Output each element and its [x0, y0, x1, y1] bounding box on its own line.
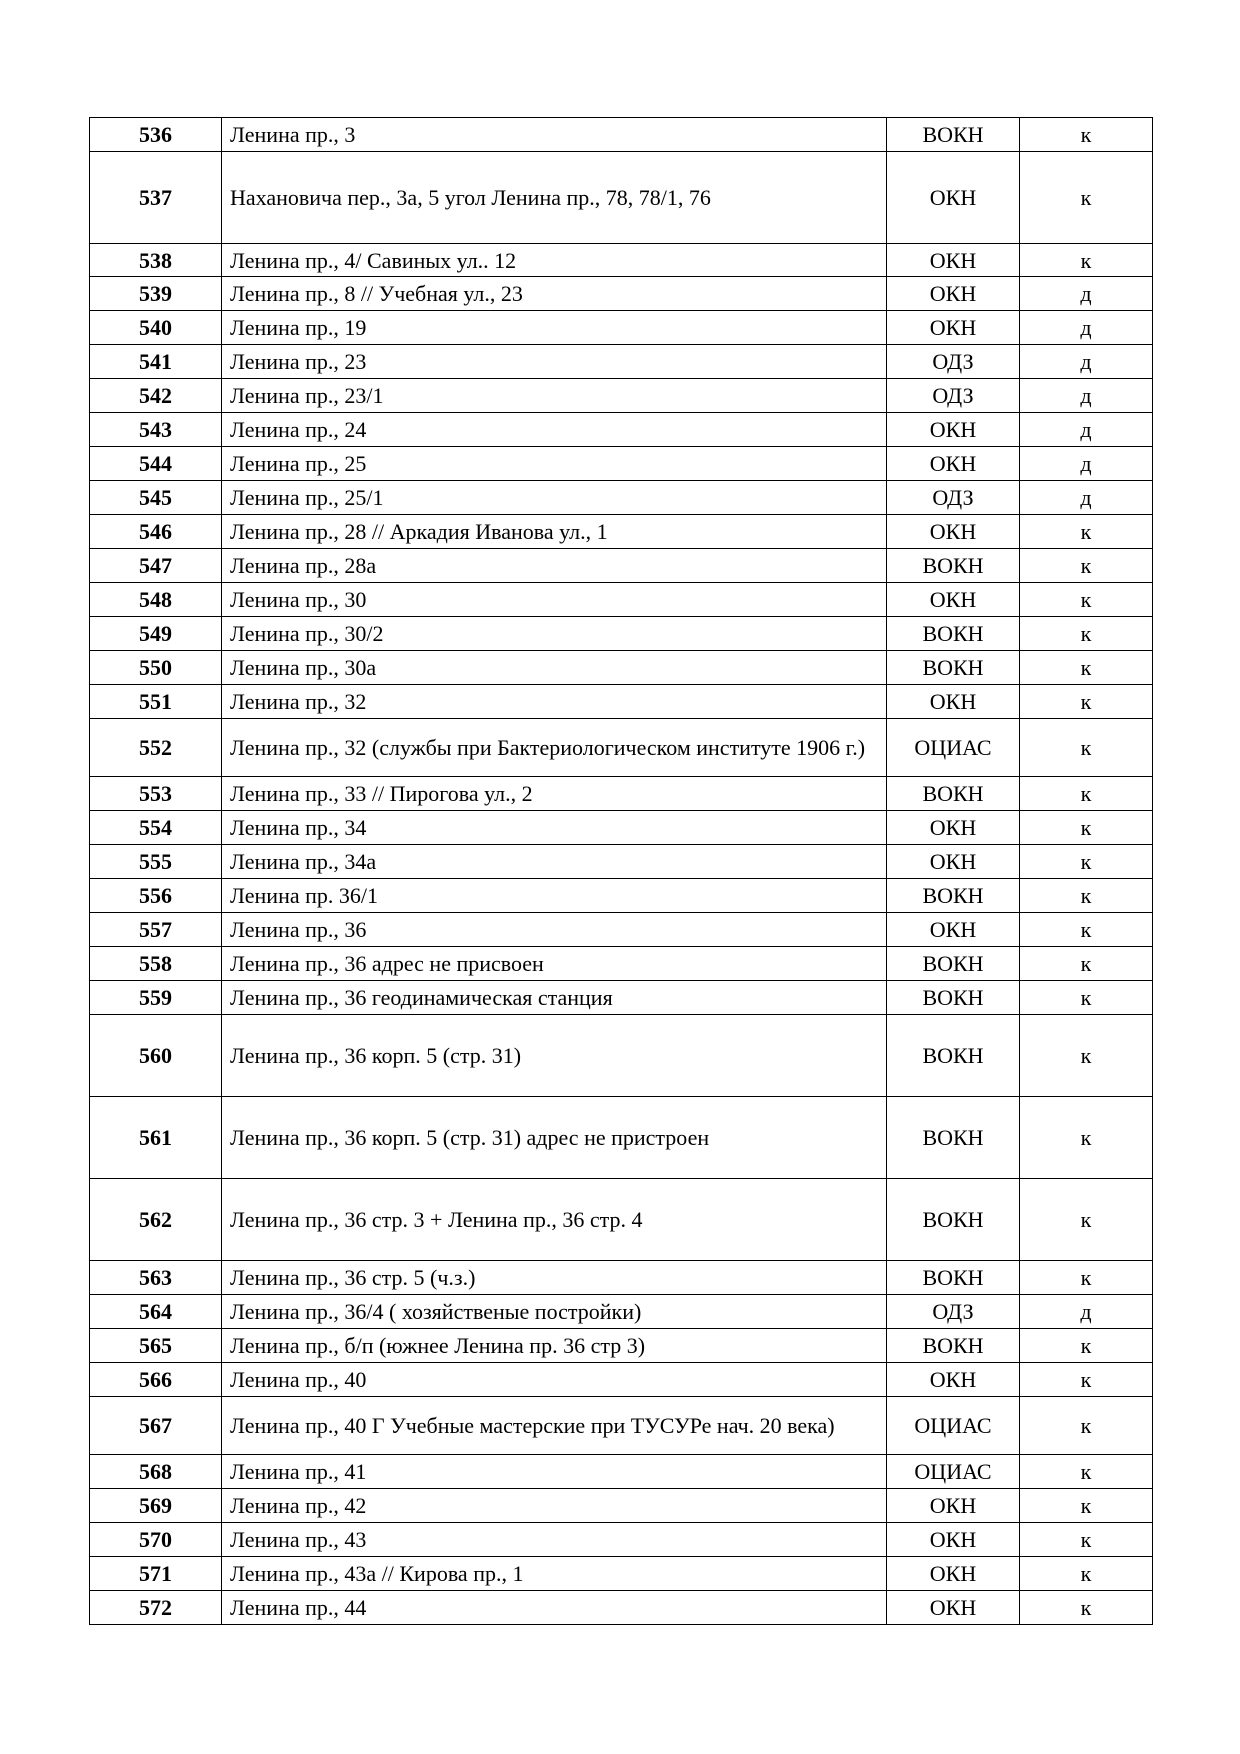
row-number: 550	[90, 651, 222, 685]
row-address: Нахановича пер., 3а, 5 угол Ленина пр., 78, 78/1, 76	[222, 152, 887, 244]
table-row	[90, 879, 1153, 913]
row-address: Ленина пр., 19	[222, 311, 887, 345]
row-kind: к	[1020, 879, 1153, 913]
row-kind: к	[1020, 845, 1153, 879]
row-address: Ленина пр., 42	[222, 1489, 887, 1523]
row-address: Ленина пр., 32	[222, 685, 887, 719]
row-address: Ленина пр., 32 (службы при Бактериологическом институте 1906 г.)	[222, 719, 887, 777]
row-number: 551	[90, 685, 222, 719]
row-kind: к	[1020, 1015, 1153, 1097]
row-address: Ленина пр., 23	[222, 345, 887, 379]
row-number: 570	[90, 1523, 222, 1557]
row-category: ОКН	[887, 152, 1020, 244]
row-number: 572	[90, 1591, 222, 1625]
row-kind: к	[1020, 1557, 1153, 1591]
row-number: 553	[90, 777, 222, 811]
table-row	[90, 651, 1153, 685]
row-number: 556	[90, 879, 222, 913]
table-row	[90, 981, 1153, 1015]
table-row	[90, 549, 1153, 583]
row-kind: д	[1020, 379, 1153, 413]
row-address: Ленина пр., 24	[222, 413, 887, 447]
row-address: Ленина пр., 41	[222, 1455, 887, 1489]
row-number: 552	[90, 719, 222, 777]
row-number: 559	[90, 981, 222, 1015]
row-address: Ленина пр., 23/1	[222, 379, 887, 413]
row-number: 548	[90, 583, 222, 617]
row-category: ВОКН	[887, 879, 1020, 913]
table-row	[90, 1261, 1153, 1295]
table-row	[90, 152, 1153, 244]
row-category: ВОКН	[887, 777, 1020, 811]
table-row	[90, 1455, 1153, 1489]
row-category: ОЦИАС	[887, 1397, 1020, 1455]
row-category: ОЦИАС	[887, 1455, 1020, 1489]
table-row	[90, 311, 1153, 345]
row-number: 546	[90, 515, 222, 549]
row-number: 557	[90, 913, 222, 947]
row-kind: к	[1020, 913, 1153, 947]
table-row	[90, 379, 1153, 413]
row-number: 554	[90, 811, 222, 845]
table-row	[90, 1015, 1153, 1097]
row-kind: д	[1020, 413, 1153, 447]
row-address: Ленина пр., 36 стр. 5 (ч.з.)	[222, 1261, 887, 1295]
row-category: ОКН	[887, 1523, 1020, 1557]
row-number: 540	[90, 311, 222, 345]
row-kind: д	[1020, 311, 1153, 345]
row-category: ВОКН	[887, 617, 1020, 651]
table-row	[90, 845, 1153, 879]
row-kind: к	[1020, 685, 1153, 719]
row-category: ОКН	[887, 845, 1020, 879]
table-row	[90, 1397, 1153, 1455]
row-kind: д	[1020, 1295, 1153, 1329]
row-kind: д	[1020, 345, 1153, 379]
table-row	[90, 345, 1153, 379]
row-address: Ленина пр., 28а	[222, 549, 887, 583]
row-category: ВОКН	[887, 947, 1020, 981]
row-category: ОКН	[887, 583, 1020, 617]
row-kind: к	[1020, 1397, 1153, 1455]
row-address: Ленина пр., 25/1	[222, 481, 887, 515]
row-number: 547	[90, 549, 222, 583]
row-category: ОКН	[887, 913, 1020, 947]
row-kind: к	[1020, 981, 1153, 1015]
table-row	[90, 1523, 1153, 1557]
row-number: 558	[90, 947, 222, 981]
row-number: 544	[90, 447, 222, 481]
row-kind: д	[1020, 277, 1153, 311]
row-kind: к	[1020, 244, 1153, 277]
row-category: ВОКН	[887, 1179, 1020, 1261]
row-number: 563	[90, 1261, 222, 1295]
table-body	[90, 118, 1153, 1625]
row-category: ОКН	[887, 685, 1020, 719]
row-address: Ленина пр., 34а	[222, 845, 887, 879]
table-row	[90, 244, 1153, 277]
table-row	[90, 447, 1153, 481]
row-kind: д	[1020, 447, 1153, 481]
row-number: 565	[90, 1329, 222, 1363]
row-number: 567	[90, 1397, 222, 1455]
row-address: Ленина пр., 36 геодинамическая станция	[222, 981, 887, 1015]
table-row	[90, 685, 1153, 719]
table-row	[90, 1489, 1153, 1523]
row-number: 541	[90, 345, 222, 379]
row-category: ОКН	[887, 277, 1020, 311]
row-kind: к	[1020, 617, 1153, 651]
row-category: ВОКН	[887, 549, 1020, 583]
row-address: Ленина пр., 40	[222, 1363, 887, 1397]
row-address: Ленина пр., 4/ Савиных ул.. 12	[222, 244, 887, 277]
row-address: Ленина пр., 34	[222, 811, 887, 845]
row-kind: к	[1020, 549, 1153, 583]
row-kind: к	[1020, 777, 1153, 811]
row-number: 545	[90, 481, 222, 515]
row-category: ОКН	[887, 1489, 1020, 1523]
row-category: ВОКН	[887, 981, 1020, 1015]
table-row	[90, 1179, 1153, 1261]
row-address: Ленина пр. 36/1	[222, 879, 887, 913]
row-kind: к	[1020, 947, 1153, 981]
row-category: ВОКН	[887, 1015, 1020, 1097]
row-category: ОКН	[887, 1363, 1020, 1397]
row-address: Ленина пр., 43а // Кирова пр., 1	[222, 1557, 887, 1591]
table-row	[90, 719, 1153, 777]
row-number: 564	[90, 1295, 222, 1329]
row-number: 537	[90, 152, 222, 244]
row-number: 549	[90, 617, 222, 651]
row-address: Ленина пр., 36 корп. 5 (стр. 31) адрес не пристроен	[222, 1097, 887, 1179]
row-address: Ленина пр., 36	[222, 913, 887, 947]
row-category: ОКН	[887, 1557, 1020, 1591]
table-row	[90, 481, 1153, 515]
row-kind: к	[1020, 1097, 1153, 1179]
row-kind: к	[1020, 1261, 1153, 1295]
row-address: Ленина пр., б/п (южнее Ленина пр. 36 стр 3)	[222, 1329, 887, 1363]
row-number: 562	[90, 1179, 222, 1261]
table-row	[90, 1363, 1153, 1397]
row-category: ОЦИАС	[887, 719, 1020, 777]
row-number: 560	[90, 1015, 222, 1097]
row-category: ВОКН	[887, 118, 1020, 152]
row-kind: к	[1020, 1591, 1153, 1625]
row-kind: к	[1020, 515, 1153, 549]
row-address: Ленина пр., 44	[222, 1591, 887, 1625]
row-kind: к	[1020, 651, 1153, 685]
table-row	[90, 1097, 1153, 1179]
row-address: Ленина пр., 28 // Аркадия Иванова ул., 1	[222, 515, 887, 549]
row-category: ОКН	[887, 1591, 1020, 1625]
row-address: Ленина пр., 36 адрес не присвоен	[222, 947, 887, 981]
row-category: ВОКН	[887, 1329, 1020, 1363]
row-number: 542	[90, 379, 222, 413]
row-kind: к	[1020, 1489, 1153, 1523]
row-number: 569	[90, 1489, 222, 1523]
row-address: Ленина пр., 40 Г Учебные мастерские при ТУСУРе нач. 20 века)	[222, 1397, 887, 1455]
table-row	[90, 583, 1153, 617]
row-category: ОКН	[887, 244, 1020, 277]
row-number: 561	[90, 1097, 222, 1179]
row-category: ОДЗ	[887, 345, 1020, 379]
row-kind: к	[1020, 1179, 1153, 1261]
row-category: ВОКН	[887, 651, 1020, 685]
row-kind: к	[1020, 1523, 1153, 1557]
row-kind: к	[1020, 152, 1153, 244]
row-category: ОКН	[887, 311, 1020, 345]
row-category: ОКН	[887, 413, 1020, 447]
table-row	[90, 1329, 1153, 1363]
row-address: Ленина пр., 30/2	[222, 617, 887, 651]
table-row	[90, 913, 1153, 947]
row-kind: к	[1020, 719, 1153, 777]
row-number: 568	[90, 1455, 222, 1489]
row-address: Ленина пр., 36 корп. 5 (стр. 31)	[222, 1015, 887, 1097]
table-row	[90, 777, 1153, 811]
row-kind: к	[1020, 1455, 1153, 1489]
row-category: ОДЗ	[887, 379, 1020, 413]
row-kind: к	[1020, 583, 1153, 617]
row-kind: д	[1020, 481, 1153, 515]
row-address: Ленина пр., 3	[222, 118, 887, 152]
row-category: ОКН	[887, 515, 1020, 549]
row-address: Ленина пр., 43	[222, 1523, 887, 1557]
row-number: 536	[90, 118, 222, 152]
table-row	[90, 277, 1153, 311]
table-row	[90, 118, 1153, 152]
row-address: Ленина пр., 36/4 ( хозяйственые постройки)	[222, 1295, 887, 1329]
table-row	[90, 1591, 1153, 1625]
row-kind: к	[1020, 1329, 1153, 1363]
row-address: Ленина пр., 8 // Учебная ул., 23	[222, 277, 887, 311]
row-address: Ленина пр., 36 стр. 3 + Ленина пр., 36 стр. 4	[222, 1179, 887, 1261]
row-address: Ленина пр., 25	[222, 447, 887, 481]
row-address: Ленина пр., 30а	[222, 651, 887, 685]
row-address: Ленина пр., 33 // Пирогова ул., 2	[222, 777, 887, 811]
row-category: ОКН	[887, 811, 1020, 845]
row-number: 539	[90, 277, 222, 311]
row-category: ВОКН	[887, 1097, 1020, 1179]
row-number: 555	[90, 845, 222, 879]
row-number: 571	[90, 1557, 222, 1591]
table-row	[90, 811, 1153, 845]
row-number: 538	[90, 244, 222, 277]
row-category: ОКН	[887, 447, 1020, 481]
row-number: 543	[90, 413, 222, 447]
row-kind: к	[1020, 1363, 1153, 1397]
row-category: ОДЗ	[887, 1295, 1020, 1329]
table-row	[90, 1295, 1153, 1329]
row-category: ВОКН	[887, 1261, 1020, 1295]
row-category: ОДЗ	[887, 481, 1020, 515]
row-address: Ленина пр., 30	[222, 583, 887, 617]
table-row	[90, 947, 1153, 981]
table-row	[90, 1557, 1153, 1591]
heritage-objects-table	[89, 117, 1153, 1625]
table-row	[90, 617, 1153, 651]
row-number: 566	[90, 1363, 222, 1397]
row-kind: к	[1020, 811, 1153, 845]
table-row	[90, 515, 1153, 549]
table-row	[90, 413, 1153, 447]
row-kind: к	[1020, 118, 1153, 152]
